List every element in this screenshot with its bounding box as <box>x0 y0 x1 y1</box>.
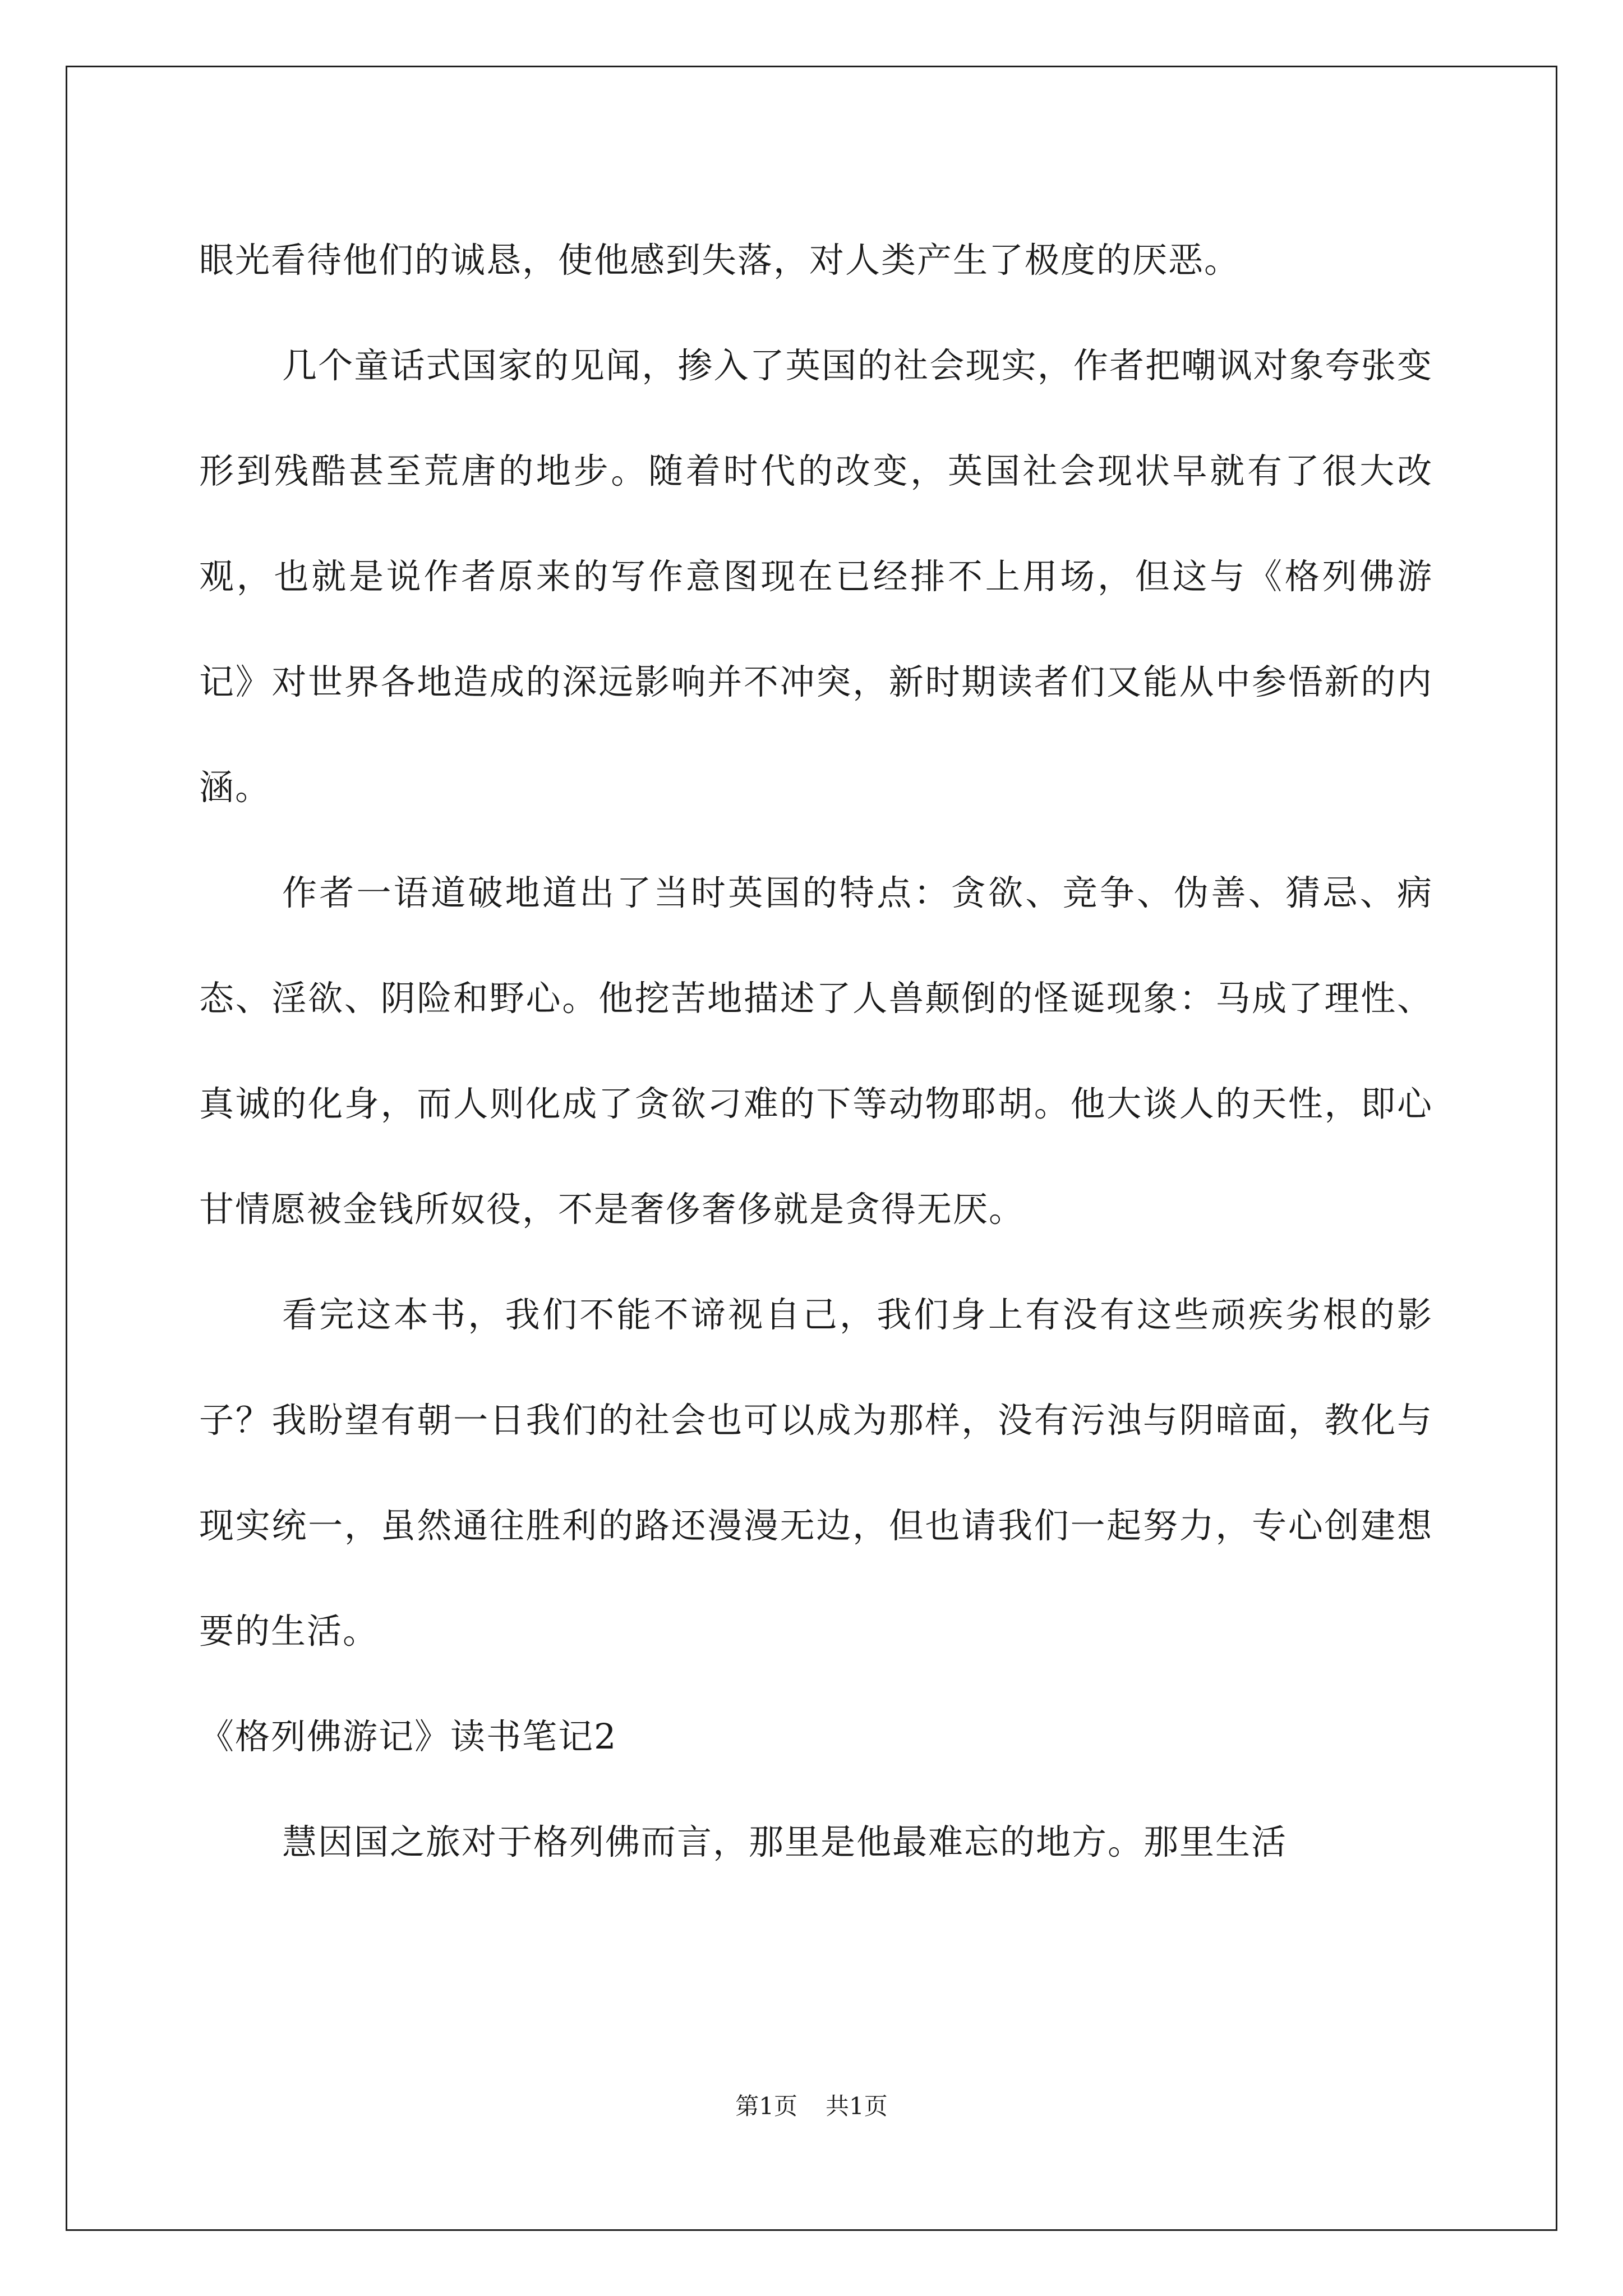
page-footer <box>0 2090 1623 2123</box>
section-title: 《格列佛游记》读书笔记2 <box>199 1716 617 1757</box>
page-total: 共1页 <box>826 2092 888 2120</box>
paragraph-3: 作者一语道破地道出了当时英国的特点：贪欲、竞争、伪善、猜忌、病态、淫欲、阴险和野心。他挖苦地描述了人兽颠倒的怪诞现象：马成了理性、真诚的化身，而人则化成了贪欲刁难的下等动物耶胡。他大谈人的天性，即心甘情愿被金钱所奴役，不是奢侈奢侈就是贪得无厌。 <box>199 872 1433 1230</box>
paragraph-4: 看完这本书，我们不能不谛视自己，我们身上有没有这些顽疾劣根的影子？我盼望有朝一日我们的社会也可以成为那样，没有污浊与阴暗面，教化与现实统一，虽然通往胜利的路还漫漫无边，但也请我们一起努力，专心创建想要的生活。 <box>199 1294 1433 1651</box>
paragraph-2: 几个童话式国家的见闻，掺入了英国的社会现实，作者把嘲讽对象夸张变形到残酷甚至荒唐的地步。随着时代的改变，英国社会现状早就有了很大改观，也就是说作者原来的写作意图现在已经排不上用场，但这与《格列佛游记》对世界各地造成的深远影响并不冲突，新时期读者们又能从中参悟新的内涵。 <box>199 345 1433 808</box>
document-body <box>199 208 1433 1895</box>
page-number: 第1页 <box>735 2092 797 2120</box>
paragraph-1: 眼光看待他们的诚恳，使他感到失落，对人类产生了极度的厌恶。 <box>199 240 1241 280</box>
paragraph-5: 慧因国之旅对于格列佛而言，那里是他最难忘的地方。那里生活 <box>282 1821 1288 1862</box>
